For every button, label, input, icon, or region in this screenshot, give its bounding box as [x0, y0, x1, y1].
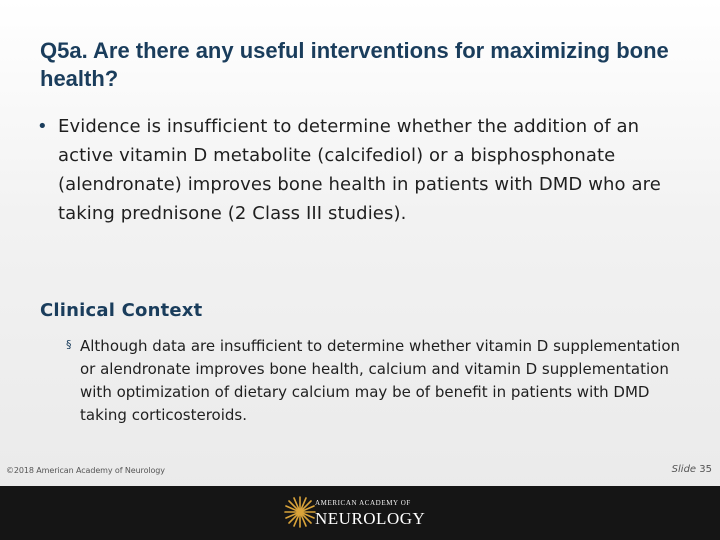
logo-main-text: NEUROLOGY	[315, 509, 426, 528]
starburst-logo-icon	[283, 495, 317, 529]
main-bullet	[37, 112, 677, 228]
slide-title: Q5a. Are there any useful interventions for maximizing bone health?	[40, 38, 669, 91]
aan-logo	[283, 491, 433, 535]
logo-top-text: AMERICAN ACADEMY OF	[315, 499, 411, 507]
slide-label: Slide	[671, 464, 697, 475]
sub-bullet-marker: §	[66, 338, 72, 351]
sub-bullet-text: Although data are insufficient to determine whether vitamin D supplementation or alendronate improves bone health, calcium and vitamin D supplementation with optimization of dietary calcium may be of benefit in patients with DMD taking corticosteroids.	[80, 337, 681, 424]
copyright-notice: ©2018 American Academy of Neurology	[6, 466, 165, 475]
slide-number	[672, 464, 712, 475]
slide-number-value: 35	[699, 464, 712, 475]
bullet-marker: •	[37, 116, 48, 137]
sub-bullet	[66, 335, 686, 427]
section-heading-clinical-context: Clinical Context	[40, 300, 203, 321]
bullet-text: Evidence is insufficient to determine whether the addition of an active vitamin D metabolite (calcifediol) or a bisphosphonate (alendronate) improves bone health in patients with DMD who are taking prednisone (2 Class III studies).	[58, 116, 661, 224]
